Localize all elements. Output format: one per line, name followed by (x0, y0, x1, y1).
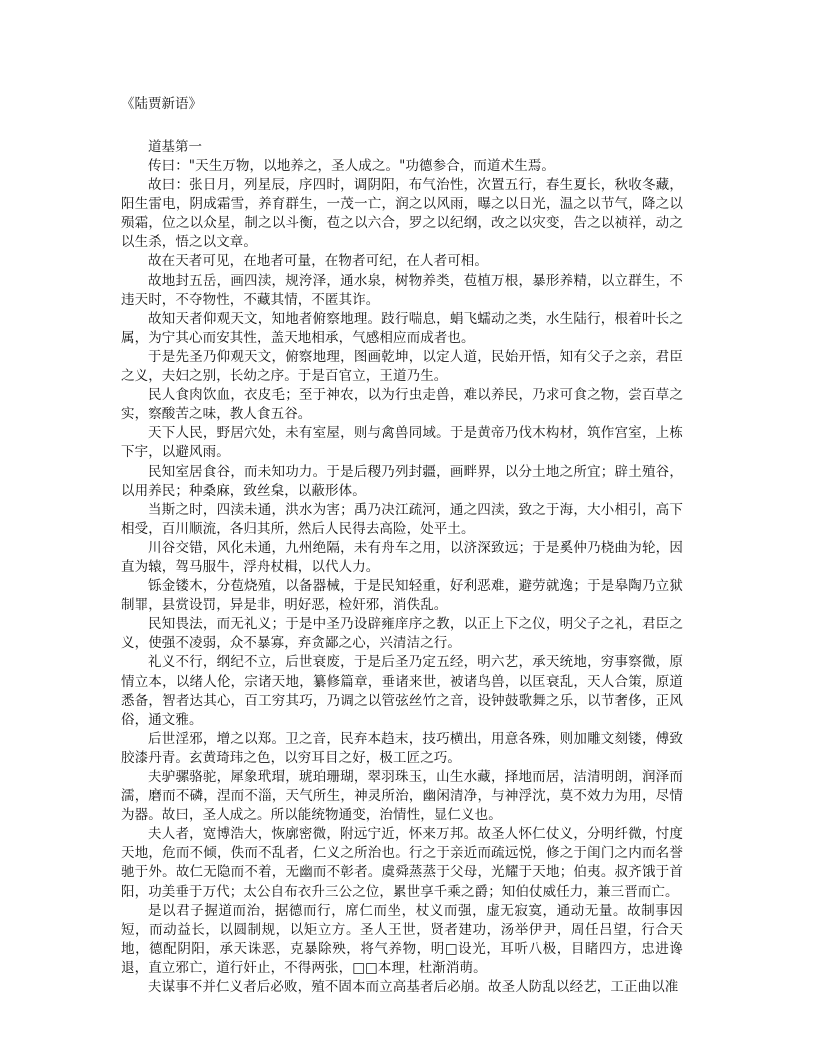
paragraph: 故曰：张日月，列星辰，序四时，调阴阳，布气治性，次置五行，春生夏长，秋收冬藏，阳生雷电，阴成霜雪，养育群生，一茂一亡，润之以风雨，曝之以日光，温之以节气，降之以殒霜，位之以众星，制之以斗衡，苞之以六合，罗之以纪纲，改之以灾变，告之以祯祥，动之以生杀，悟之以文章。 (121, 177, 683, 251)
chapter-title: 道基第一 (148, 139, 202, 155)
paragraph: 夫人者，宽博浩大，恢廓密微，附远宁近，怀来万邦。故圣人怀仁仗义，分明纤微，忖度天地，危而不倾，佚而不乱者，仁义之所治也。行之于亲近而疏远悦，修之于闺门之内而名誉驰于外。故仁无隐而不着，无幽而不彰者。虞舜蒸蒸于父母，光耀于天地；伯夷。叔齐饿于首阳，功美垂于万代；太公自布衣升三公之位，累世享千乘之爵；知伯仗威任力，兼三晋而亡。 (121, 826, 683, 900)
paragraph: 于是先圣乃仰观天文，俯察地理，图画乾坤，以定人道，民始开悟，知有父子之亲，君臣之义，夫妇之别，长幼之序。于是百官立，王道乃生。 (121, 348, 683, 385)
paragraph: 天下人民，野居穴处，未有室屋，则与禽兽同域。于是黄帝乃伐木构材，筑作宫室，上栋下宇，以避风雨。 (121, 425, 683, 461)
document-body (121, 138, 683, 997)
paragraph: 民人食肉饮血，衣皮毛；至于神农，以为行虫走兽，难以养民，乃求可食之物，尝百草之实，察酸苦之味，教人食五谷。 (121, 387, 683, 423)
paragraph: 铄金镂木，分苞烧殖，以备器械，于是民知轻重，好利恶难，避劳就逸；于是皋陶乃立狱制罪，县赏设罚，异是非，明好恶，检奸邪，消佚乱。 (121, 578, 683, 614)
paragraph: 夫谋事不并仁义者后必败，殖不固本而立高基者后必崩。故圣人防乱以经艺，工正曲以准 (148, 979, 679, 996)
paragraph: 故在天者可见，在地者可量，在物者可纪，在人者可相。 (148, 253, 488, 270)
paragraph: 民知畏法，而无礼义；于是中圣乃设辟雍庠序之教，以正上下之仪，明父子之礼，君臣之义，使强不凌弱，众不暴寡，弃贪鄙之心，兴清洁之行。 (121, 616, 683, 652)
paragraph: 故知天者仰观天文，知地者俯察地理。跂行喘息，蜎飞蠕动之类，水生陆行，根着叶长之属，为宁其心而安其性，盖天地相承，气感相应而成者也。 (121, 310, 683, 346)
paragraph: 礼义不行，纲纪不立，后世衰废，于是后圣乃定五经，明六艺，承天统地，穷事察微，原情立本，以绪人伦，宗诸天地，纂修篇章，垂诸来世，被诸鸟兽，以匡衰乱，天人合策，原道悉备，智者达其心，百工穷其巧，乃调之以管弦丝竹之音，设钟鼓歌舞之乐，以节奢侈，正风俗，通文雅。 (121, 654, 683, 728)
paragraph: 传曰："天生万物，以地养之，圣人成之。"功德参合，而道术生焉。 (148, 158, 556, 174)
paragraph: 后世淫邪，增之以郑。卫之音，民弃本趋末，技巧横出，用意各殊，则加雕文刻镂，傅致胶漆丹青。玄黄琦玮之色，以穷耳目之好，极工匠之巧。 (121, 730, 683, 766)
paragraph: 是以君子握道而治，据德而行，席仁而坐，杖义而强，虚无寂寞，通动无量。故制事因短，而动益长，以圆制规，以矩立方。圣人王世，贤者建功，汤举伊尹，周任吕望，行合天地，德配阴阳，承天诛恶，克暴除殃，将气养物，明□设光，耳听八极，目睹四方，忠进谗退，直立邪亡，道行奸止，不得两张，□□本理，杜渐消萌。 (121, 902, 683, 976)
paragraph: 故地封五岳，画四渎，规洿泽，通水泉，树物养类，苞植万根，暴形养精，以立群生，不违天时，不夺物性，不藏其情，不匿其诈。 (121, 272, 683, 308)
paragraph: 夫驴骡骆驼，犀象玳瑁，琥珀珊瑚，翠羽珠玉，山生水藏，择地而居，洁清明朗，润泽而濡，磨而不磷，涅而不淄，天气所生，神灵所治，幽闲清净，与神浮沈，莫不效力为用，尽情为器。故曰，圣人成之。所以能统物通变，治情性，显仁义也。 (121, 769, 683, 824)
paragraph: 民知室居食谷，而未知功力。于是后稷乃列封疆，画畔界，以分土地之所宜；辟土殖谷，以用养民；种桑麻，致丝枲，以蔽形体。 (121, 463, 683, 499)
paragraph: 当斯之时，四渎未通，洪水为害；禹乃决江疏河，通之四渎，致之于海，大小相引，高下相受，百川顺流，各归其所，然后人民得去高险，处平土。 (121, 501, 683, 537)
book-title: 《陆贾新语》 (121, 96, 202, 112)
paragraph: 川谷交错，风化未通，九州绝隔，未有舟车之用，以济深致远；于是奚仲乃桡曲为轮，因直为辕，驾马服牛，浮舟杖楫，以代人力。 (121, 539, 683, 575)
